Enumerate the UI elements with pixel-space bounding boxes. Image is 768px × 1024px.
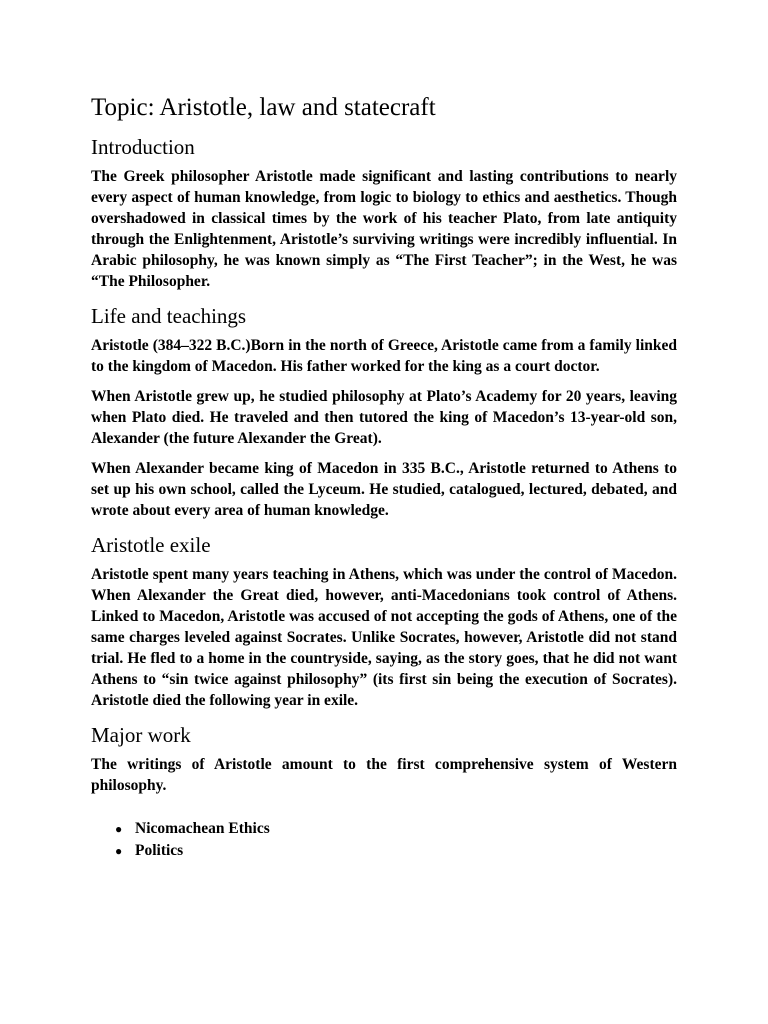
document-page: [91, 92, 677, 862]
bullet-icon: ●: [115, 844, 123, 858]
life-paragraph-3: When Alexander became king of Macedon in 335 B.C., Aristotle returned to Athens to set up his own school, called the Lyceum. He studied, catalogued, lectured, debated, and wrote about every area of human knowledge.: [91, 460, 677, 519]
works-list: [91, 818, 677, 862]
section-heading-aristotle-exile: Aristotle exile: [91, 533, 211, 557]
list-item: [91, 840, 677, 862]
life-paragraph-2: When Aristotle grew up, he studied philosophy at Plato’s Academy for 20 years, leaving when Plato died. He traveled and then tutored the king of Macedon’s 13-year-old son, Alexander (the future Alexander the Great).: [91, 388, 677, 447]
exile-paragraph: Aristotle spent many years teaching in Athens, which was under the control of Macedon. When Alexander the Great died, however, anti-Macedonians took control of Athens. Linked to Macedon, Aristotle was accused of not accepting the gods of Athens, one of the same charges leveled against Socrates. Unlike Socrates, however, Aristotle did not stand trial. He fled to a home in the countryside, saying, as the story goes, that he did not want Athens to “sin twice against philosophy” (its first sin being the execution of Socrates). Aristotle died the following year in exile.: [91, 566, 677, 709]
life-paragraph-1: Aristotle (384–322 B.C.)Born in the north of Greece, Aristotle came from a family linked to the kingdom of Macedon. His father worked for the king as a court doctor.: [91, 337, 677, 375]
major-work-paragraph: The writings of Aristotle amount to the first comprehensive system of Western philosophy.: [91, 756, 677, 794]
work-title: Nicomachean Ethics: [135, 820, 270, 837]
introduction-paragraph: The Greek philosopher Aristotle made significant and lasting contributions to nearly every aspect of human knowledge, from logic to biology to ethics and aesthetics. Though overshadowed in classical times by the work of his teacher Plato, from late antiquity through the Enlightenment, Aristotle’s surviving writings were incredibly influential. In Arabic philosophy, he was known simply as “The First Teacher”; in the West, he was “The Philosopher.: [91, 168, 677, 290]
section-heading-life-and-teachings: Life and teachings: [91, 304, 247, 328]
list-item: [91, 818, 677, 840]
section-heading-major-work: Major work: [91, 723, 191, 747]
bullet-icon: ●: [115, 822, 123, 836]
document-title: Topic: Aristotle, law and statecraft: [91, 94, 436, 121]
section-heading-introduction: Introduction: [91, 135, 195, 159]
work-title: Politics: [135, 842, 184, 859]
